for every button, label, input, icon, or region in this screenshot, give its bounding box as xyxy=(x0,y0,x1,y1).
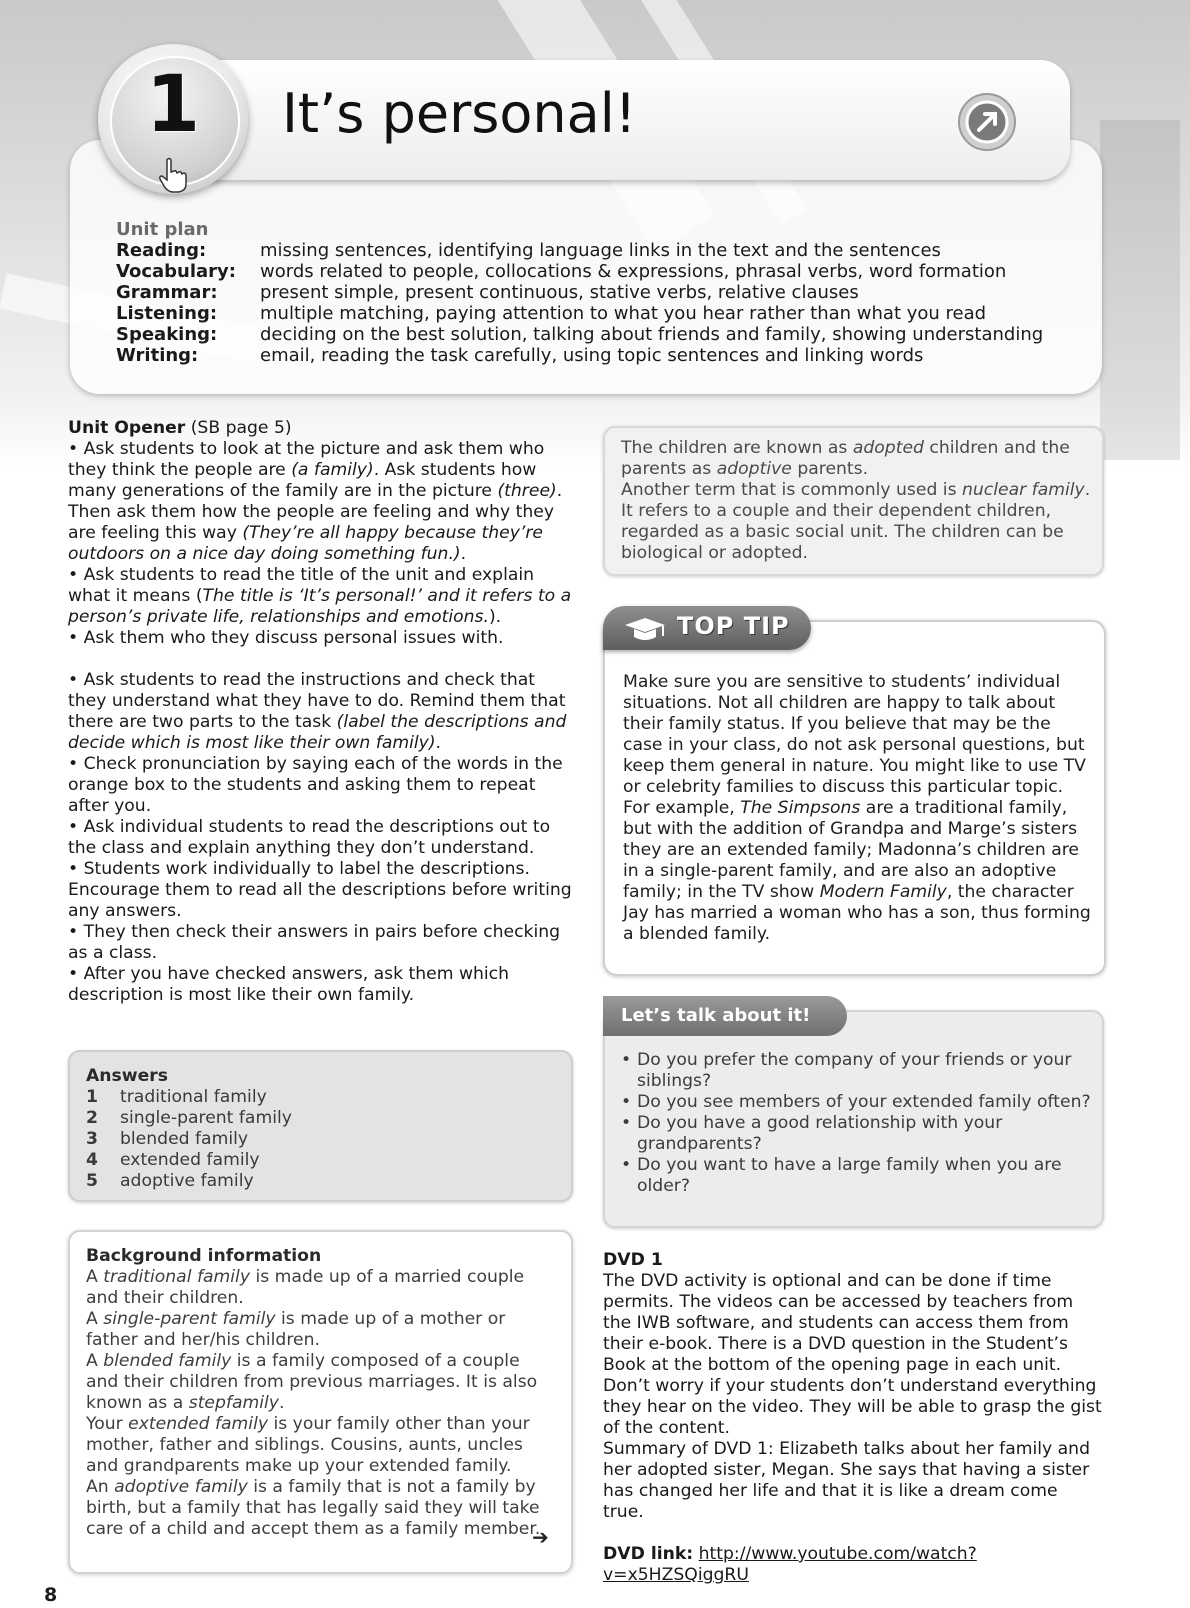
unit-plan-row xyxy=(116,261,1043,282)
lets-talk-label: Let’s talk about it! xyxy=(621,1005,811,1026)
background-info-box xyxy=(68,1230,573,1574)
answers-heading: Answers xyxy=(86,1066,169,1086)
background-heading: Background information xyxy=(86,1246,322,1266)
lets-talk-tab xyxy=(603,996,847,1036)
unit-opener-section xyxy=(68,418,578,1006)
answer-item: 3 blended family xyxy=(86,1129,249,1149)
plan-label: Grammar: xyxy=(116,282,218,303)
plan-label: Writing: xyxy=(116,345,199,366)
background-paragraph: A blended family is a family composed of a couple and their children from previous marriages. It is also known as a stepfamily. xyxy=(86,1351,538,1413)
opener-bullet: • Ask individual students to read the descriptions out to the class and explain anything they don’t understand. xyxy=(68,817,551,858)
dvd-heading: DVD 1 xyxy=(603,1250,663,1270)
background-paragraph: Your extended family is your family other than your mother, father and siblings. Cousins, aunts, uncles and grandparents make up your extended family. xyxy=(86,1414,530,1476)
unit-plan-row xyxy=(116,303,1043,324)
unit-title: It’s personal! xyxy=(282,82,637,145)
unit-opener-heading: Unit Opener (SB page 5) xyxy=(68,418,292,438)
pointing-hand-icon xyxy=(158,156,188,194)
adoption-note-line: The children are known as adopted children and the parents as adoptive parents. xyxy=(621,438,1070,479)
background-paragraph: A single-parent family is made up of a mother or father and her/his children. xyxy=(86,1309,506,1350)
unit-plan-row xyxy=(116,240,1043,261)
dvd-summary: Summary of DVD 1: Elizabeth talks about her family and her adopted sister, Megan. She says that having a sister has changed her life and that it is like a dream come true. xyxy=(603,1439,1090,1522)
background-paragraph: An adoptive family is a family that is not a family by birth, but a family that has legally said they will take care of a child and accept them as a family member. xyxy=(86,1477,541,1539)
dvd-section xyxy=(603,1250,1103,1586)
dvd-body: The DVD activity is optional and can be done if time permits. The videos can be accessed by teachers from the IWB software, and students can access them from their e-book. There is a DVD question in the Student’s Book at the bottom of the opening page in each unit. Don’t worry if your students don’t understand everything they hear on the video. They will be able to grasp the gist of the content. xyxy=(603,1271,1102,1438)
opener-bullet: • Ask them who they discuss personal issues with. xyxy=(68,628,504,648)
opener-bullet: • After you have checked answers, ask them which description is most like their own family. xyxy=(68,964,510,1005)
adoption-note-box xyxy=(603,426,1104,576)
plan-label: Listening: xyxy=(116,303,218,324)
opener-bullet: • Students work individually to label the descriptions. Encourage them to read all the descriptions before writing any answers. xyxy=(68,859,572,921)
dvd-link-line xyxy=(603,1544,1103,1586)
dvd-link-label: DVD link: xyxy=(603,1544,694,1564)
unit-title-bar xyxy=(210,60,1070,180)
plan-value: deciding on the best solution, talking about friends and family, showing understanding xyxy=(260,324,1044,345)
answer-item: 5 adoptive family xyxy=(86,1171,254,1191)
plan-label: Vocabulary: xyxy=(116,261,236,282)
unit-plan-list xyxy=(116,240,1043,366)
opener-bullet: • They then check their answers in pairs before checking as a class. xyxy=(68,922,561,963)
lets-talk-box xyxy=(603,1010,1104,1228)
discussion-question: • Do you have a good relationship with your grandparents? xyxy=(621,1113,1003,1154)
top-tip-label: TOP TIP xyxy=(677,612,790,640)
opener-bullet: • Check pronunciation by saying each of the words in the orange box to the students and asking them to repeat after you. xyxy=(68,754,563,816)
plan-value: missing sentences, identifying language links in the text and the sentences xyxy=(260,240,941,261)
opener-bullet: • Ask students to read the instructions and check that they understand what they have to do. Remind them that there are two parts to the task (label the descriptions and decide which is most like their own family). xyxy=(68,670,567,753)
discussion-question: • Do you prefer the company of your friends or your siblings? xyxy=(621,1050,1072,1091)
answer-item: 1 traditional family xyxy=(86,1087,267,1107)
plan-label: Speaking: xyxy=(116,324,218,345)
top-tip-text: Make sure you are sensitive to students’ individual situations. Not all children are happy to talk about their family status. If you believe that may be the case in your class, do not ask personal questions, but keep them general in nature. You might like to use TV or celebrity families to discuss this particular topic. For example, The Simpsons are a traditional family, but with the addition of Grandpa and Marge’s sisters they are an extended family; Madonna’s children are in a single-parent family, and are also an adoptive family; in the TV show Modern Family, the character Jay has married a woman who has a son, thus forming a blended family. xyxy=(623,672,1091,944)
dvd-link[interactable]: http://www.youtube.com/watch?v=x5HZSQiggRU xyxy=(603,1544,977,1585)
unit-plan-row xyxy=(116,282,1043,303)
plan-value: words related to people, collocations & expressions, phrasal verbs, word formation xyxy=(260,261,1007,282)
opener-bullet: • Ask students to read the title of the unit and explain what it means (The title is ‘It’s personal!’ and it refers to a person’s private life, relationships and emotions.). xyxy=(68,565,572,627)
answers-box xyxy=(68,1050,573,1202)
background-paragraph: A traditional family is made up of a married couple and their children. xyxy=(86,1267,525,1308)
arrow-badge-icon xyxy=(955,90,1019,154)
unit-plan-row xyxy=(116,324,1043,345)
graduation-cap-icon xyxy=(623,616,667,644)
top-tip-tab xyxy=(603,606,811,650)
discussion-question: • Do you want to have a large family when you are older? xyxy=(621,1155,1062,1196)
page-number: 8 xyxy=(44,1584,58,1606)
unit-plan-row xyxy=(116,345,1043,366)
unit-plan-heading: Unit plan xyxy=(116,219,209,240)
plan-value: multiple matching, paying attention to what you hear rather than what you read xyxy=(260,303,987,324)
unit-number: 1 xyxy=(145,60,201,150)
next-arrow-icon: ➔ xyxy=(532,1525,549,1549)
adoption-note-line: Another term that is commonly used is nuclear family. It refers to a couple and their dependent children, regarded as a basic social unit. The children can be biological or adopted. xyxy=(621,480,1091,563)
opener-bullet: • Ask students to look at the picture and ask them who they think the people are (a family). Ask students how many generations of the family are in the picture (three). Then ask them how the people are feeling and why they are feeling this way (They’re all happy because they’re outdoors on a nice day doing something fun.). xyxy=(68,439,563,564)
plan-value: present simple, present continuous, stative verbs, relative clauses xyxy=(260,282,859,303)
answer-item: 2 single-parent family xyxy=(86,1108,292,1128)
top-tip-box xyxy=(603,620,1106,976)
answer-item: 4 extended family xyxy=(86,1150,260,1170)
discussion-question: • Do you see members of your extended family often? xyxy=(621,1092,1091,1112)
plan-label: Reading: xyxy=(116,240,207,261)
plan-value: email, reading the task carefully, using topic sentences and linking words xyxy=(260,345,924,366)
